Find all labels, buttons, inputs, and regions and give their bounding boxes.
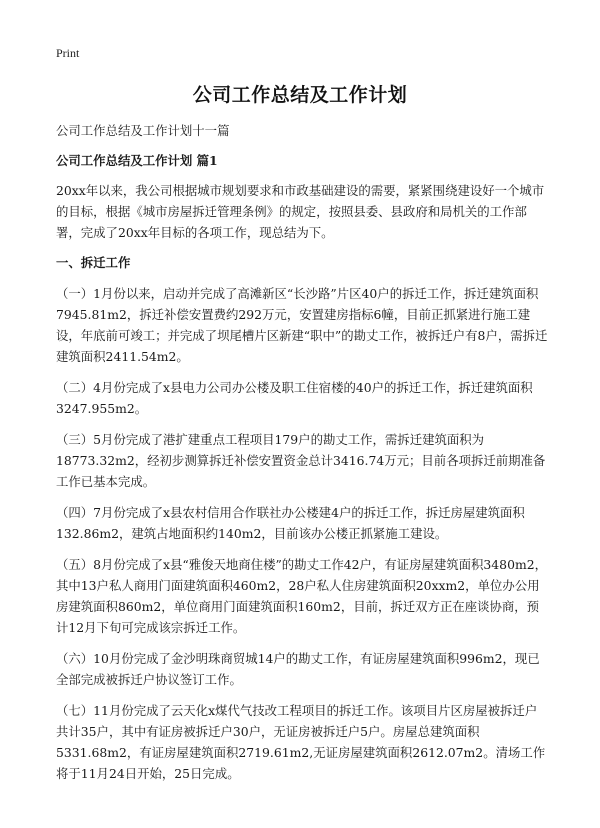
list-item: （六）10月份完成了金沙明珠商贸城14户的勘丈工作，有证房屋建筑面积996m2，现已全部完成被拆迁户协议签订工作。 [56,651,540,687]
print-label: Print [56,46,80,60]
list-item: （一）1月份以来，启动并完成了高滩新区“长沙路”片区40户的拆迁工作，拆迁建筑面积7945.81m2，拆迁补偿安置费约292万元，安置建房指标6幢，目前正抓紧进行施工建设，年底前可竣工；并完成了坝尾槽片区新建“职中”的勘丈工作，被拆迁户有8户，需拆迁建筑面积2411.54m2。 [56,286,548,364]
document-title: 公司工作总结及工作计划 [192,84,408,106]
list-item: （五）8月份完成了x县“雅俊天地商住楼”的勘丈工作42户，有证房屋建筑面积3480m2，其中13户私人商用门面建筑面积460m2，28户私人住房建筑面积20xxm2，单位办公用房建筑面积860m2，单位商用门面建筑面积160m2，目前，拆迁双方正在座谈协商，预计12月下旬可完成该宗拆迁工作。 [56,557,547,635]
list-item: （四）7月份完成了x县农村信用合作联社办公楼建4户的拆迁工作，拆迁房屋建筑面积132.86m2，建筑占地面积约140m2，目前该办公楼正抓紧施工建设。 [56,505,525,541]
list-item: （七）11月份完成了云天化x煤代气技改工程项目的拆迁工作。该项目片区房屋被拆迁户共计35户，其中有证房被拆迁户30户，无证房被拆迁户5户。房屋总建筑面积5331.68m2，有证房屋建筑面积2719.61m2,无证房屋建筑面积2612.07m2。清场工作将于11月24日开始，25日完成。 [56,703,546,781]
document-subtitle: 公司工作总结及工作计划十一篇 [56,123,230,138]
article-heading: 公司工作总结及工作计划 篇1 [56,153,218,168]
section-heading: 一、拆迁工作 [56,255,131,270]
list-item: （二）4月份完成了x县电力公司办公楼及职工住宿楼的40户的拆迁工作，拆迁建筑面积3247.955m2。 [56,380,533,416]
list-item: （三）5月份完成了港扩建重点工程项目179户的勘丈工作，需拆迁建筑面积为18773.32m2，经初步测算拆迁补偿安置资金总计3416.74万元；目前各项拆迁前期准备工作已基本完成。 [56,432,546,489]
document-body [56,120,548,794]
intro-paragraph: 20xx年以来，我公司根据城市规划要求和市政基础建设的需要，紧紧围绕建设好一个城市的目标，根据《城市房屋拆迁管理条例》的规定，按照县委、县政府和局机关的工作部署，完成了20xx年目标的各项工作，现总结为下。 [56,183,545,240]
